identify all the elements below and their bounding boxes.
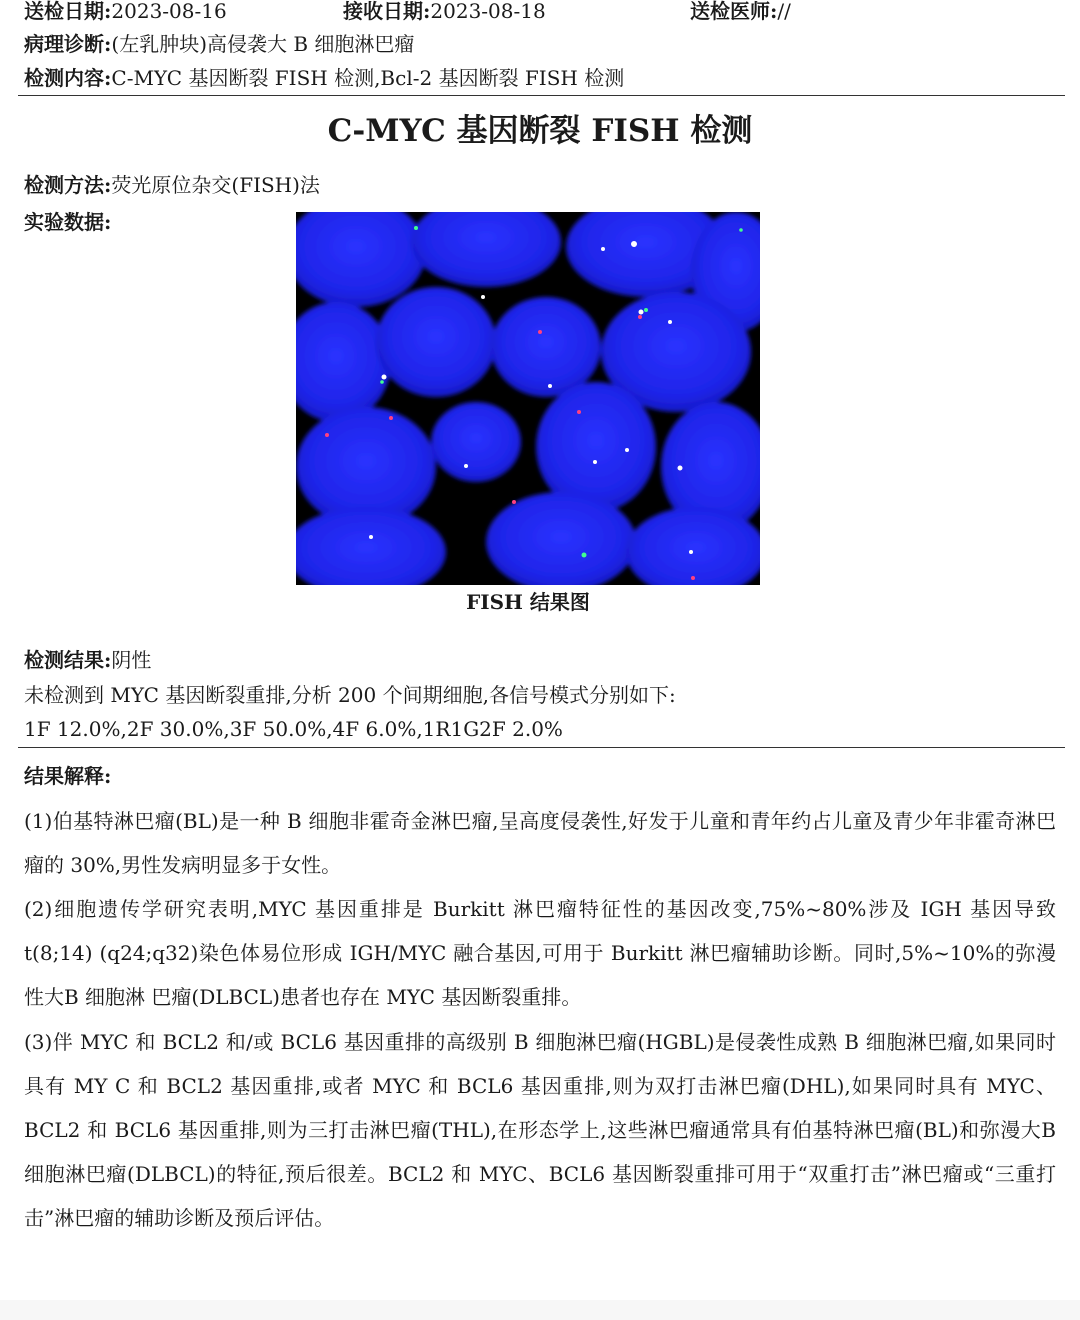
doctor-label: 送检医师:	[690, 0, 778, 23]
interpretation-row	[24, 763, 111, 789]
diagnosis-row	[24, 31, 414, 57]
experiment-row	[24, 209, 111, 235]
doctor-value: //	[777, 0, 791, 23]
experiment-label: 实验数据:	[24, 210, 112, 234]
send-date-label: 送检日期:	[24, 0, 112, 23]
divider-top	[18, 95, 1065, 96]
send-date-value: 2023-08-16	[111, 0, 227, 23]
test-content-label: 检测内容:	[24, 66, 112, 90]
fish-result-image	[296, 212, 760, 585]
report-title: C-MYC 基因断裂 FISH 检测	[327, 113, 753, 149]
diagnosis-label: 病理诊断:	[24, 32, 112, 56]
result-row	[24, 647, 151, 673]
interpretation-label: 结果解释:	[24, 764, 112, 788]
test-content-row	[24, 65, 624, 91]
page-bottom-band	[0, 1300, 1080, 1320]
interpretation-paragraph-1: (1)伯基特淋巴瘤(BL)是一种 B 细胞非霍奇金淋巴瘤,呈高度侵袭性,好发于儿童和青年约占儿童及青少年非霍奇淋巴瘤的 30%,男性发病明显多于女性。	[24, 809, 1056, 877]
divider-result	[18, 747, 1065, 748]
send-date-row	[24, 0, 227, 24]
interpretation-paragraph-2: (2)细胞遗传学研究表明,MYC 基因重排是 Burkitt 淋巴瘤特征性的基因改变,75%~80%涉及 IGH 基因导致 t(8;14) (q24;q32)染色体易位形成 IGH/MYC 融合基因,可用于 Burkitt 淋巴瘤辅助诊断。同时,5%~10%的弥漫性大B 细胞淋 巴瘤(DLBCL)患者也存在 MYC 基因断裂重排。	[24, 897, 1056, 1009]
result-summary: 未检测到 MYC 基因断裂重排,分析 200 个间期细胞,各信号模式分别如下:	[24, 683, 676, 707]
doctor-row	[690, 0, 791, 24]
receive-date-value: 2023-08-18	[430, 0, 546, 23]
result-label: 检测结果:	[24, 648, 112, 672]
method-value: 荧光原位杂交(FISH)法	[111, 173, 320, 197]
receive-date-row	[343, 0, 546, 24]
method-row	[24, 172, 320, 198]
interpretation-paragraph-3: (3)伴 MYC 和 BCL2 和/或 BCL6 基因重排的高级别 B 细胞淋巴瘤(HGBL)是侵袭性成熟 B 细胞淋巴瘤,如果同时具有 MY C 和 BCL2 基因重排,或者 MYC 和 BCL6 基因重排,则为双打击淋巴瘤(DHL),如果同时具有 MYC、BCL2 和 BCL6 基因重排,则为三打击淋巴瘤(THL),在形态学上,这些淋巴瘤通常具有伯基特淋巴瘤(BL)和弥漫大B 细胞淋巴瘤(DLBCL)的特征,预后很差。BCL2 和 MYC、BCL6 基因断裂重排可用于“双重打击”淋巴瘤或“三重打击”淋巴瘤的辅助诊断及预后评估。	[24, 1030, 1056, 1230]
method-label: 检测方法:	[24, 173, 112, 197]
test-content-value: C-MYC 基因断裂 FISH 检测,Bcl-2 基因断裂 FISH 检测	[111, 66, 625, 90]
diagnosis-value: (左乳肿块)高侵袭大 B 细胞淋巴瘤	[111, 32, 415, 56]
fish-image-caption: FISH 结果图	[466, 590, 590, 614]
receive-date-label: 接收日期:	[343, 0, 431, 23]
result-patterns: 1F 12.0%,2F 30.0%,3F 50.0%,4F 6.0%,1R1G2F 2.0%	[24, 717, 563, 741]
result-value: 阴性	[111, 648, 152, 672]
